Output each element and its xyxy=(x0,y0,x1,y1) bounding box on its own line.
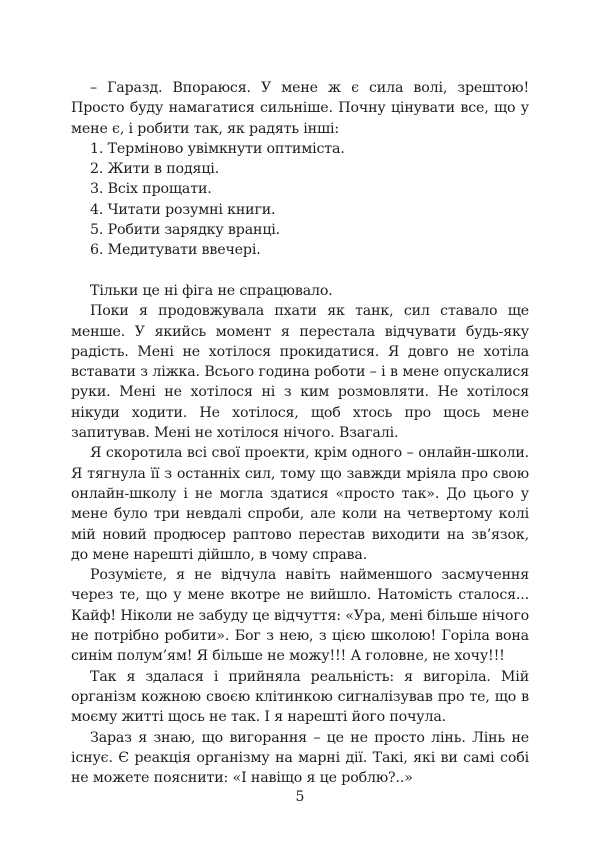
paragraph: Зараз я знаю, що вигорання – це не просто лінь. Лінь не існує. Є реакція організму на марні дії. Такі, які ви самі собі не можете пояснити: «І навіщо я це роблю?..» xyxy=(71,729,529,787)
list-item: 5. Робити зарядку вранці. xyxy=(90,222,281,239)
intro-paragraph: – Гаразд. Впораюся. У мене ж є сила волі, зрештою! Просто буду намагатися сильніше. Почну цінувати все, що у мене є, і робити так, як радять інші: xyxy=(71,80,529,137)
page-number: 5 xyxy=(295,789,305,805)
list-item: 4. Читати розумні книги. xyxy=(90,201,276,218)
paragraph: Я скоротила всі свої проекти, крім одного – онлайн-школи. Я тягнула її з останніх сил, тому що завжди мріяла про свою онлайн-школу і не могла здатися «просто так». До цього у мене було три невдалі спроби, але коли на четвертому колі мій новий продюсер раптово перестав виходити на зв’язок, до мене нарешті дійшло, в чому справа. xyxy=(71,445,529,563)
list-item: 1. Терміново увімкнути оптиміста. xyxy=(90,140,345,157)
paragraph: Тільки це ні фіга не спрацювало. xyxy=(90,282,333,299)
blank-line xyxy=(71,261,529,281)
page-body xyxy=(71,78,529,788)
advice-list xyxy=(71,139,529,261)
list-item: 2. Жити в подяці. xyxy=(90,161,220,178)
list-item: 6. Медитувати ввечері. xyxy=(90,242,261,259)
list-item: 3. Всіх прощати. xyxy=(90,181,212,198)
paragraph: Так я здалася і прийняла реальність: я вигоріла. Мій організм кожною своєю клітинкою сигналізував про те, що в моєму житті щось не так. І я нарешті його почула. xyxy=(71,668,529,726)
paragraph: Розумієте, я не відчула навіть найменшого засмучення через те, що у мене вкотре не вийшло. Натомість сталося... Кайф! Ніколи не забуду це відчуття: «Ура, мені більше нічого не потрібно робити». Бог з нею, з цією школою! Горіла вона синім полум’ям! Я більше не можу!!! А головне, не хочу!!! xyxy=(71,567,529,665)
paragraph: Поки я продовжувала пхати як танк, сил ставало ще менше. У якийсь момент я перестала відчувати будь-яку радість. Мені не хотілося прокидатися. Я довго не хотіла вставати з ліжка. Всього година роботи – і в мене опускалися руки. Мені не хотілося ні з ким розмовляти. Не хотілося нікуди ходити. Не хотілося, щоб хтось про щось мене запитував. Мені не хотілося нічого. Взагалі. xyxy=(71,303,529,442)
